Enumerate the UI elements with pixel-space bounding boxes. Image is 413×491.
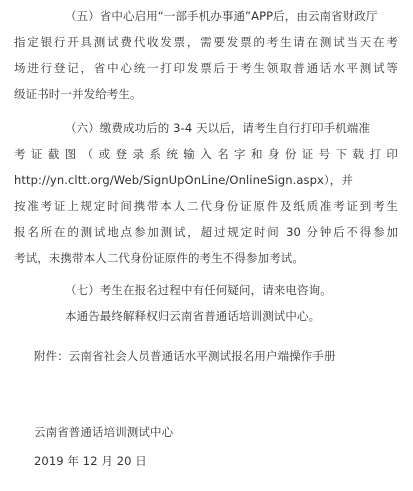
- para-6-line-5: 报名所在的测试地点参加测试，超过规定时间 30 分钟后不得参加: [14, 225, 398, 239]
- para-6-line-6: 考试，未携带本人二代身份证原件的考生不得参加考试。: [14, 251, 304, 265]
- para-5-line-1: （五）省中心启用“一部手机办事通”APP后，由云南省财政厅: [65, 9, 378, 23]
- attachment-line: 附件：云南省社会人员普通话水平测试报名用户端操作手册: [34, 349, 336, 363]
- signature-date: 2019 年 12 月 20 日: [34, 454, 147, 468]
- para-6-line-1: （六）缴费成功后的 3-4 天以后，请考生自行打印手机端准: [65, 121, 370, 135]
- para-6-line-3-url: http://yn.cltt.org/Web/SignUpOnLine/OnlineSign.aspx），并: [14, 173, 353, 187]
- para-7-line-1: （七）考生在报名过程中有任何疑问，请来电咨询。: [65, 283, 332, 297]
- para-6-line-2: 考证截图（或登录系统输入名字和身份证号下载打印: [14, 147, 398, 161]
- para-5-line-4: 级证书时一并发给考生。: [14, 87, 142, 101]
- para-6-line-4: 按准考证上规定时间携带本人二代身份证原件及纸质准考证到考生: [14, 199, 398, 213]
- para-8-line-1: 本通告最终解释权归云南省普通话培训测试中心。: [65, 309, 321, 323]
- signature-org: 云南省普通话培训测试中心: [34, 425, 174, 439]
- para-5-line-3: 场进行登记，省中心统一打印发票后于考生领取普通话水平测试等: [14, 61, 398, 75]
- para-5-line-2: 指定银行开具测试费代收发票，需要发票的考生请在测试当天在考: [14, 35, 398, 49]
